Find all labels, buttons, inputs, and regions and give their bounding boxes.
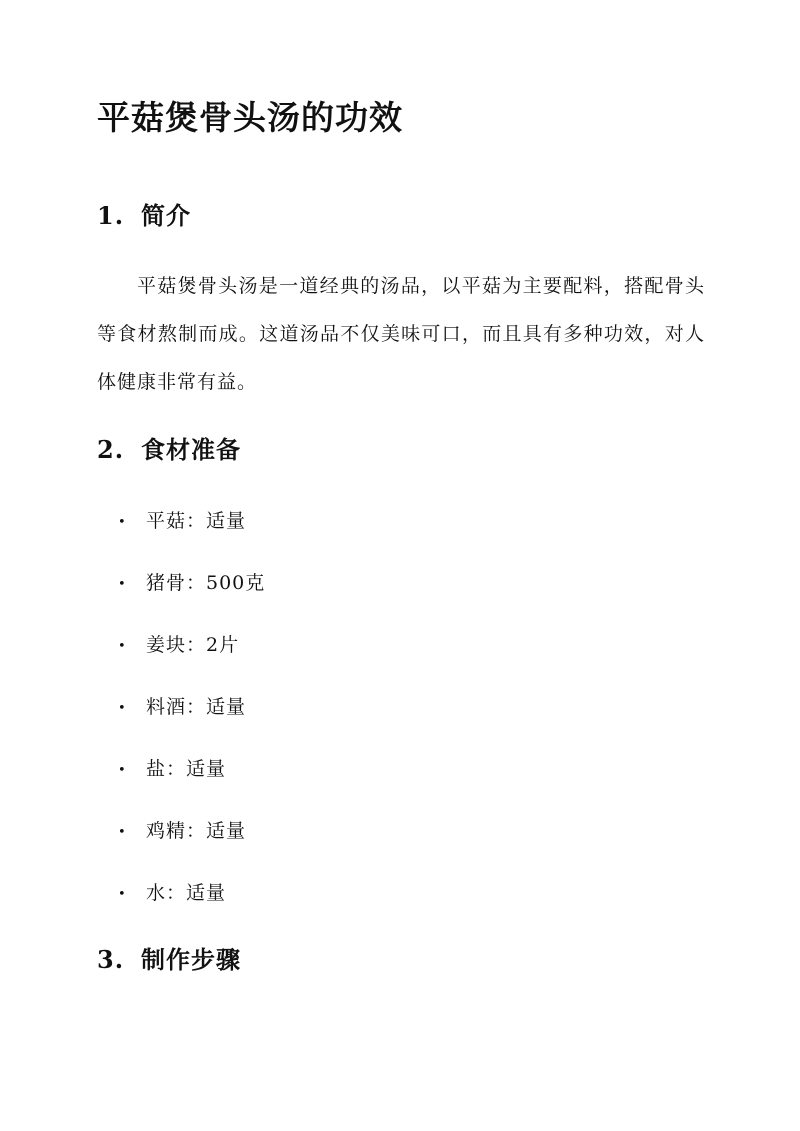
section-title: 食材准备 bbox=[141, 435, 241, 464]
bullet-icon: • bbox=[118, 638, 127, 654]
section-title: 简介 bbox=[141, 201, 191, 230]
bullet-icon: • bbox=[118, 824, 127, 840]
section-number: 1. bbox=[97, 201, 125, 230]
list-item bbox=[118, 506, 246, 533]
list-item bbox=[118, 692, 246, 719]
ingredient-text: 料酒：适量 bbox=[146, 696, 247, 718]
section-heading-steps bbox=[97, 940, 241, 975]
bullet-icon: • bbox=[118, 886, 127, 902]
bullet-icon: • bbox=[118, 514, 127, 530]
bullet-icon: • bbox=[118, 762, 127, 778]
section-title: 制作步骤 bbox=[141, 945, 241, 974]
list-item bbox=[118, 878, 226, 905]
list-item bbox=[118, 568, 265, 595]
list-item bbox=[118, 754, 226, 781]
ingredient-text: 盐：适量 bbox=[146, 758, 227, 780]
ingredient-text: 姜块：2片 bbox=[146, 634, 240, 656]
ingredient-text: 鸡精：适量 bbox=[146, 820, 247, 842]
section-number: 2. bbox=[97, 435, 125, 464]
ingredient-text: 猪骨：500克 bbox=[146, 572, 266, 594]
ingredient-text: 水：适量 bbox=[146, 882, 227, 904]
document-title: 平菇煲骨头汤的功效 bbox=[97, 98, 403, 137]
bullet-icon: • bbox=[118, 576, 127, 592]
intro-paragraph: 平菇煲骨头汤是一道经典的汤品，以平菇为主要配料，搭配骨头等食材熬制而成。这道汤品不仅美味可口，而且具有多种功效，对人体健康非常有益。 bbox=[97, 275, 705, 393]
list-item bbox=[118, 630, 239, 657]
ingredient-text: 平菇：适量 bbox=[146, 510, 247, 532]
section-heading-intro bbox=[97, 196, 191, 231]
section-heading-ingredients bbox=[97, 430, 241, 465]
bullet-icon: • bbox=[118, 700, 127, 716]
section-number: 3. bbox=[97, 945, 125, 974]
list-item bbox=[118, 816, 246, 843]
